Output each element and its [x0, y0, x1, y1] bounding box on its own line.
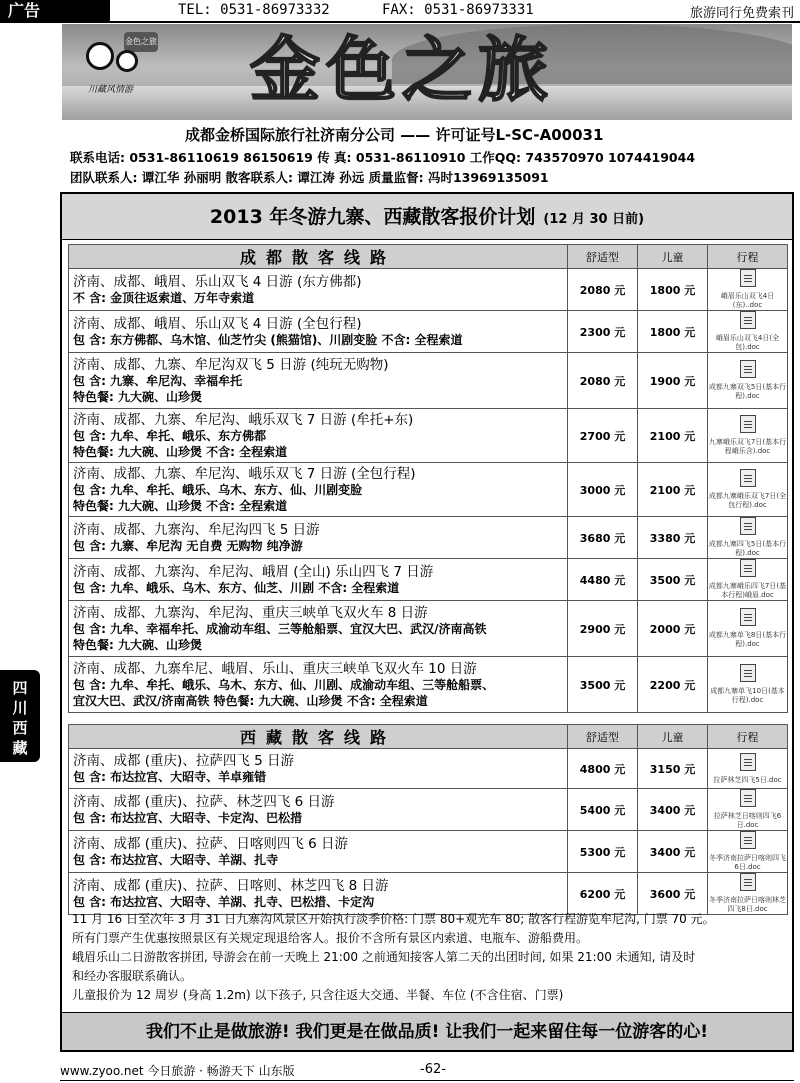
col-itinerary: 行程 [708, 725, 788, 749]
route-desc [69, 559, 568, 601]
route-title: 济南、成都、峨眉、乐山双飞 4 日游 (全包行程) [73, 315, 362, 332]
route-title: 济南、成都、九寨、牟尼沟、峨乐双飞 7 日游 (牟托+东) [73, 411, 414, 428]
route-title: 济南、成都、峨眉、乐山双飞 4 日游 (东方佛都) [73, 273, 362, 290]
child-price-cell: 1900 元 [638, 353, 708, 409]
ad-label: 广告 [0, 0, 110, 22]
child-price-cell: 3600 元 [638, 873, 708, 915]
route-title: 济南、成都 (重庆)、拉萨、日喀则、林芝四飞 8 日游 [73, 877, 389, 894]
note-line: 和经办客服联系确认。 [72, 969, 193, 983]
route-detail: 包 含: 九牟、牟托、峨乐、东方佛都 [73, 428, 267, 443]
itinerary-file[interactable] [708, 463, 788, 517]
tibet-section-title: 西藏散客线路 [69, 725, 568, 749]
table-row [69, 831, 788, 873]
side-tab-text: 四川西藏 [12, 679, 28, 757]
note-line: 11 月 16 日至次年 3 月 31 日九寨沟风景区开始执行淡季价格: 门票 80+观光车 80; 散客行程游览牟尼沟, 门票 70 元。 [72, 912, 715, 926]
brand-title: 金色之旅 [250, 28, 554, 111]
footer [60, 1062, 794, 1079]
route-detail: 包 含: 布达拉宫、大昭寺、卡定沟、巴松措 [73, 810, 303, 825]
child-price-cell: 2000 元 [638, 601, 708, 657]
child-price-cell: 3150 元 [638, 749, 708, 789]
note-line: 所有门票产生优惠按照景区有关规定现退给客人。报价不含所有景区内索道、电瓶车、游船费用。 [72, 931, 589, 945]
slogan: 我们不止是做旅游! 我们更是在做品质! 让我们一起来留住每一位游客的心! [62, 1012, 792, 1050]
table-row [69, 409, 788, 463]
price-cell: 4800 元 [568, 749, 638, 789]
doc-file-icon [740, 517, 756, 535]
itinerary-file[interactable] [708, 749, 788, 789]
price-cell: 2080 元 [568, 269, 638, 311]
child-price-cell: 1800 元 [638, 311, 708, 353]
route-extra: 宜汉大巴、武汉/济南高铁 特色餐: 九大碗、山珍煲 不含: 全程索道 [73, 693, 428, 708]
route-title: 济南、成都 (重庆)、拉萨、林芝四飞 6 日游 [73, 793, 335, 810]
route-extra: 特色餐: 九大碗、山珍煲 不含: 全程索道 [73, 444, 288, 459]
route-detail: 包 含: 布达拉宫、大昭寺、羊卓雍错 [73, 769, 267, 784]
footer-site: www.zyoo.net 今日旅游 · 畅游天下 山东版 [60, 1064, 295, 1078]
route-desc [69, 409, 568, 463]
chengdu-header-row [69, 245, 788, 269]
route-detail: 包 含: 布达拉宫、大昭寺、羊湖、扎寺 [73, 852, 279, 867]
panda-logo [82, 32, 160, 94]
file-name: 拉萨林芝日喀则四飞6日.doc [713, 812, 782, 829]
route-extra: 特色餐: 九大碗、山珍煲 [73, 389, 202, 404]
route-detail: 包 含: 九牟、峨乐、乌木、东方、仙芝、川剧 不含: 全程索道 [73, 580, 400, 595]
route-desc [69, 353, 568, 409]
child-price-cell: 3500 元 [638, 559, 708, 601]
file-name: 九寨峨乐双飞7日(基本行程峨乐含).doc [708, 438, 787, 455]
price-cell: 2900 元 [568, 601, 638, 657]
route-title: 济南、成都、九寨沟、牟尼沟、峨眉 (全山) 乐山四飞 7 日游 [73, 563, 434, 580]
price-cell: 3500 元 [568, 657, 638, 713]
route-desc [69, 873, 568, 915]
file-name: 成都九寨单飞8日(基本行程).doc [708, 631, 787, 648]
table-row [69, 601, 788, 657]
note-line: 儿童报价为 12 周岁 (身高 1.2m) 以下孩子, 只含往返大交通、半餐、车位 (不含住宿、门票) [72, 988, 564, 1002]
route-desc [69, 789, 568, 831]
tel-number: TEL: 0531-86973332 [178, 2, 330, 18]
route-desc [69, 311, 568, 353]
table-row [69, 463, 788, 517]
logo-seal: 金色之旅 [124, 32, 158, 52]
free-catalog-text: 旅游同行免费索刊 [689, 6, 794, 21]
table-row [69, 559, 788, 601]
table-row [69, 311, 788, 353]
child-price-cell: 1800 元 [638, 269, 708, 311]
child-price-cell: 2100 元 [638, 409, 708, 463]
contact-line-1: 联系电话: 0531-86110619 86150619 传 真: 0531-86110910 工作QQ: 743570970 1074419044 [70, 150, 696, 165]
region-side-tab [0, 670, 40, 762]
doc-file-icon [740, 789, 756, 807]
price-cell: 3680 元 [568, 517, 638, 559]
route-title: 济南、成都、九寨牟尼、峨眉、乐山、重庆三峡单飞双火车 10 日游 [73, 660, 477, 677]
route-title: 济南、成都 (重庆)、拉萨、日喀则四飞 6 日游 [73, 835, 348, 852]
panda-cub-icon [116, 50, 138, 72]
doc-file-icon [740, 664, 756, 682]
plan-subtitle: (12 月 30 日前) [543, 212, 645, 227]
route-detail: 包 含: 九寨、牟尼沟、幸福牟托 [73, 373, 243, 388]
route-detail: 包 含: 布达拉宫、大昭寺、羊湖、扎寺、巴松措、卡定沟 [73, 894, 375, 909]
col-child: 儿童 [638, 725, 708, 749]
table-row [69, 657, 788, 713]
itinerary-file[interactable] [708, 873, 788, 915]
child-price-cell: 3400 元 [638, 831, 708, 873]
doc-file-icon [740, 608, 756, 626]
route-desc [69, 269, 568, 311]
route-desc [69, 657, 568, 713]
doc-file-icon [740, 415, 756, 433]
itinerary-file[interactable] [708, 409, 788, 463]
chengdu-table [68, 244, 788, 713]
route-desc [69, 601, 568, 657]
itinerary-file[interactable] [708, 311, 788, 353]
file-name: 成都九寨峨乐四飞7日(基本行程)峨眉.doc [708, 582, 787, 599]
price-cell: 6200 元 [568, 873, 638, 915]
doc-file-icon [740, 873, 756, 891]
itinerary-file[interactable] [708, 601, 788, 657]
route-desc [69, 749, 568, 789]
doc-file-icon [740, 360, 756, 378]
footer-divider [60, 1080, 794, 1081]
col-itinerary: 行程 [708, 245, 788, 269]
panda-icon [86, 42, 114, 70]
contact-line-2: 团队联系人: 谭江华 孙丽明 散客联系人: 谭江涛 孙远 质量监督: 冯时13969135091 [70, 170, 549, 185]
itinerary-file[interactable] [708, 269, 788, 311]
route-title: 济南、成都、九寨沟、牟尼沟四飞 5 日游 [73, 521, 320, 538]
plan-title [62, 194, 792, 240]
price-cell: 4480 元 [568, 559, 638, 601]
logo-caption: 川藏风情游 [88, 85, 134, 95]
price-cell: 5300 元 [568, 831, 638, 873]
table-row [69, 353, 788, 409]
price-cell: 2300 元 [568, 311, 638, 353]
route-desc [69, 831, 568, 873]
child-price-cell: 2100 元 [638, 463, 708, 517]
doc-file-icon [740, 753, 756, 771]
tibet-header-row [69, 725, 788, 749]
itinerary-file[interactable] [708, 657, 788, 713]
tibet-table [68, 724, 788, 915]
col-comfort: 舒适型 [568, 245, 638, 269]
doc-file-icon [740, 831, 756, 849]
file-name: 成都九寨四飞5日(基本行程).doc [708, 540, 787, 557]
table-row [69, 269, 788, 311]
file-name: 峨眉乐山双飞4日(东)..doc [720, 292, 775, 309]
doc-file-icon [740, 311, 756, 329]
route-detail: 不 含: 金顶往返索道、万年寺索道 [73, 290, 255, 305]
table-row [69, 873, 788, 915]
itinerary-file[interactable] [708, 353, 788, 409]
route-title: 济南、成都、九寨、牟尼沟双飞 5 日游 (纯玩无购物) [73, 356, 389, 373]
route-detail: 包 含: 九牟、牟托、峨乐、乌木、东方、仙、川剧、成渝动车组、三等舱船票、 [73, 677, 495, 692]
table-row [69, 749, 788, 789]
plan-title-text: 2013 年冬游九寨、西藏散客报价计划 [209, 206, 536, 228]
company-name: 成都金桥国际旅行社济南分公司 —— 许可证号L-SC-A00031 [185, 126, 604, 144]
doc-file-icon [740, 469, 756, 487]
route-desc [69, 463, 568, 517]
price-plan-frame [60, 192, 794, 1052]
route-title: 济南、成都 (重庆)、拉萨四飞 5 日游 [73, 752, 294, 769]
table-row [69, 789, 788, 831]
doc-file-icon [740, 269, 756, 287]
file-name: 成都九寨双飞5日(基本行程).doc [708, 383, 787, 400]
doc-file-icon [740, 559, 756, 577]
route-detail: 包 含: 九寨、牟尼沟 无自费 无购物 纯净游 [73, 538, 303, 553]
itinerary-file[interactable] [708, 559, 788, 601]
sidebar [0, 192, 40, 1052]
page-number: -62- [420, 1062, 446, 1077]
col-comfort: 舒适型 [568, 725, 638, 749]
table-row [69, 517, 788, 559]
file-name: 冬季济南拉萨日喀则林芝四飞8日.doc [709, 896, 786, 913]
route-extra: 特色餐: 九大碗、山珍煲 [73, 637, 202, 652]
itinerary-file[interactable] [708, 517, 788, 559]
file-name: 成都九寨单飞10日(基本行程).doc [710, 687, 785, 704]
price-cell: 2700 元 [568, 409, 638, 463]
top-divider [0, 21, 800, 23]
file-name: 冬季济南拉萨日喀则四飞6日.doc [709, 854, 786, 871]
fax-number: FAX: 0531-86973331 [382, 2, 534, 18]
route-title: 济南、成都、九寨沟、牟尼沟、重庆三峡单飞双火车 8 日游 [73, 604, 428, 621]
file-name: 峨眉乐山双飞4日(全包).doc [715, 334, 780, 351]
itinerary-file[interactable] [708, 789, 788, 831]
chengdu-section-title: 成都散客线路 [69, 245, 568, 269]
price-cell: 3000 元 [568, 463, 638, 517]
price-cell: 5400 元 [568, 789, 638, 831]
route-extra: 特色餐: 九大碗、山珍煲 不含: 全程索道 [73, 498, 288, 513]
route-detail: 包 含: 九牟、幸福牟托、成渝动车组、三等舱船票、宜汉大巴、武汉/济南高铁 [73, 621, 487, 636]
file-name: 拉萨林芝四飞5日.doc [713, 775, 782, 784]
route-detail: 包 含: 九牟、牟托、峨乐、乌木、东方、仙、川剧变脸 [73, 482, 363, 497]
child-price-cell: 2200 元 [638, 657, 708, 713]
route-title: 济南、成都、九寨、牟尼沟、峨乐双飞 7 日游 (全包行程) [73, 465, 416, 482]
notes [72, 910, 788, 1005]
file-name: 成都九寨峨乐双飞7日(全包行程).doc [708, 492, 787, 509]
col-child: 儿童 [638, 245, 708, 269]
route-detail: 包 含: 东方佛都、乌木馆、仙芝竹尖 (熊猫馆)、川剧变脸 不含: 全程索道 [73, 332, 463, 347]
price-cell: 2080 元 [568, 353, 638, 409]
child-price-cell: 3380 元 [638, 517, 708, 559]
itinerary-file[interactable] [708, 831, 788, 873]
route-desc [69, 517, 568, 559]
note-line: 峨眉乐山二日游散客拼团, 导游会在前一天晚上 21:00 之前通知接客人第二天的出团时间, 如果 21:00 未通知, 请及时 [72, 950, 696, 964]
top-bar [0, 0, 800, 22]
child-price-cell: 3400 元 [638, 789, 708, 831]
